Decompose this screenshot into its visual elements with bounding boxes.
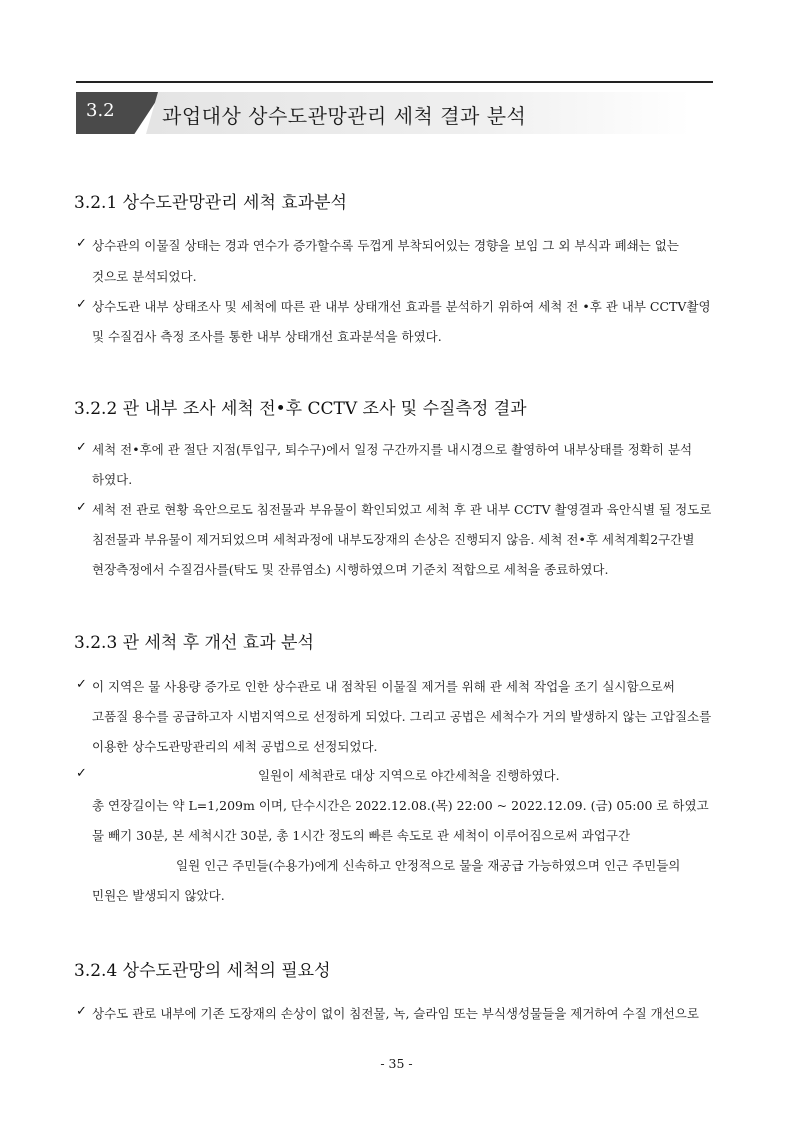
subsection-title-3-2-3: 3.2.3 관 세척 후 개선 효과 분석 bbox=[74, 633, 314, 653]
paragraph-line: 현장측정에서 수질검사를(탁도 및 잔류염소) 시행하였으며 기준치 적합으로 세척을 종료하였다. bbox=[92, 562, 609, 577]
subsection-title-3-2-1: 3.2.1 상수도관망관리 세척 효과분석 bbox=[74, 193, 347, 213]
check-icon: ✓ bbox=[76, 440, 87, 455]
paragraph-line: 일원이 세척관로 대상 지역으로 야간세척을 진행하였다. bbox=[258, 768, 560, 783]
paragraph-line: 일원 인근 주민들(수용가)에게 신속하고 안정적으로 물을 재공급 가능하였으며 인근 주민들의 bbox=[176, 858, 681, 873]
paragraph-line: 상수관의 이물질 상태는 경과 연수가 증가할수록 두껍게 부착되어있는 경향을 보임 그 외 부식과 폐쇄는 없는 bbox=[92, 238, 679, 253]
check-icon: ✓ bbox=[76, 1004, 87, 1019]
paragraph-line: 상수도 관로 내부에 기존 도장재의 손상이 없이 침전물, 녹, 슬라임 또는 부식생성물들을 제거하여 수질 개선으로 bbox=[92, 1006, 699, 1021]
section-number: 3.2 bbox=[86, 100, 115, 121]
paragraph-line: 총 연장길이는 약 L=1,209m 이며, 단수시간은 2022.12.08.(목) 22:00 ~ 2022.12.09. (금) 05:00 로 하였고 bbox=[92, 798, 709, 813]
paragraph-line: 이 지역은 물 사용량 증가로 인한 상수관로 내 점착된 이물질 제거를 위해 관 세척 작업을 조기 실시함으로써 bbox=[92, 679, 675, 694]
paragraph-line: 민원은 발생되지 않았다. bbox=[92, 888, 225, 903]
paragraph-line: 침전물과 부유물이 제거되었으며 세척과정에 내부도장재의 손상은 진행되지 않음. 세척 전•후 세척계획2구간별 bbox=[92, 532, 695, 547]
paragraph-line: 세척 전 관로 현황 육안으로도 침전물과 부유물이 확인되었고 세척 후 관 내부 CCTV 촬영결과 육안식별 될 정도로 bbox=[92, 502, 712, 517]
section-title: 과업대상 상수도관망관리 세척 결과 분석 bbox=[162, 104, 527, 128]
check-icon: ✓ bbox=[76, 500, 87, 515]
check-icon: ✓ bbox=[76, 766, 87, 781]
check-icon: ✓ bbox=[76, 297, 87, 312]
paragraph-line: 고품질 용수를 공급하고자 시범지역으로 선정하게 되었다. 그리고 공법은 세척수가 거의 발생하지 않는 고압질소를 bbox=[92, 709, 712, 724]
top-rule bbox=[76, 81, 713, 83]
subsection-title-3-2-4: 3.2.4 상수도관망의 세척의 필요성 bbox=[74, 961, 331, 981]
paragraph-line: 하였다. bbox=[92, 472, 133, 487]
paragraph-line: 상수도관 내부 상태조사 및 세척에 따른 관 내부 상태개선 효과를 분석하기 위하여 세척 전 •후 관 내부 CCTV촬영 bbox=[92, 299, 711, 314]
section-number-box bbox=[76, 92, 134, 134]
paragraph-line: 물 빼기 30분, 본 세척시간 30분, 총 1시간 정도의 빠른 속도로 관 세척이 이루어짐으로써 과업구간 bbox=[92, 828, 631, 843]
paragraph-line: 이용한 상수도관망관리의 세척 공법으로 선정되었다. bbox=[92, 739, 378, 754]
paragraph-line: 것으로 분석되었다. bbox=[92, 269, 197, 284]
subsection-title-3-2-2: 3.2.2 관 내부 조사 세척 전•후 CCTV 조사 및 수질측정 결과 bbox=[74, 399, 527, 419]
check-icon: ✓ bbox=[76, 677, 87, 692]
paragraph-line: 및 수질검사 측정 조사를 통한 내부 상태개선 효과분석을 하였다. bbox=[92, 329, 442, 344]
section-header bbox=[76, 92, 691, 134]
paragraph-line: 세척 전•후에 관 절단 지점(투입구, 퇴수구)에서 일정 구간까지를 내시경으로 촬영하여 내부상태를 정확히 분석 bbox=[92, 442, 693, 457]
page-number: - 35 - bbox=[380, 1056, 413, 1071]
check-icon: ✓ bbox=[76, 236, 87, 251]
